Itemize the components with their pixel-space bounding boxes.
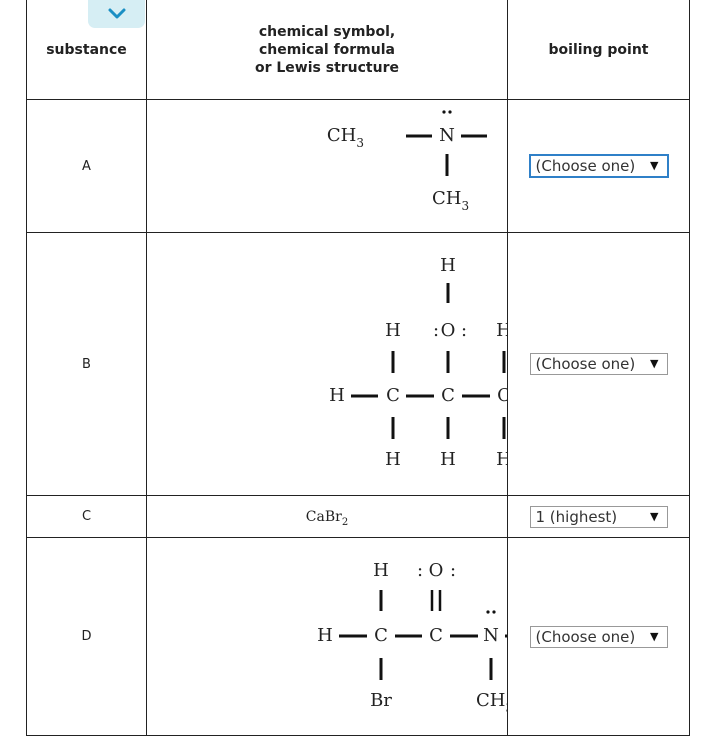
substance-label-c: C <box>27 496 147 538</box>
lone-pair-dot <box>492 610 495 613</box>
lone-pair-dot <box>486 610 489 613</box>
atom-ch3-bottom: CH <box>475 690 505 711</box>
atom-o: O <box>428 560 443 581</box>
boiling-point-cell-b <box>508 233 690 496</box>
atom-h: H <box>495 449 507 470</box>
select-value: 1 (highest) <box>535 507 618 526</box>
triangle-down-icon: ▼ <box>650 357 659 370</box>
lone-pair-dot <box>448 110 451 113</box>
atom-h: H <box>384 449 401 470</box>
lone-pair: : <box>449 560 456 581</box>
atom-h: H <box>384 320 401 341</box>
boiling-point-select-c[interactable] <box>530 506 668 528</box>
lewis-structure-a-svg <box>148 100 507 228</box>
lone-pair: : <box>416 560 423 581</box>
boiling-point-cell-c <box>508 496 690 538</box>
lewis-structure-a <box>147 100 508 233</box>
atom-h: H <box>316 625 333 646</box>
triangle-down-icon: ▼ <box>650 629 659 643</box>
atom-h: H <box>372 560 389 581</box>
table-row <box>27 100 690 233</box>
select-value: (Choose one) <box>535 157 636 175</box>
header-row <box>27 0 690 100</box>
atom-n: N <box>438 125 455 146</box>
boiling-point-select-b[interactable] <box>530 353 668 375</box>
table-row <box>27 233 690 496</box>
atom-br: Br <box>369 690 392 711</box>
table-row <box>27 538 690 736</box>
chemical-formula: CaBr$_2$ <box>305 508 349 528</box>
atom-h: H <box>328 385 345 406</box>
lewis-structure-b-svg <box>148 233 507 491</box>
substance-label-b: B <box>27 233 147 496</box>
atom-n: N <box>482 625 499 646</box>
boiling-point-select-d[interactable] <box>530 626 668 648</box>
atom-h: H <box>495 320 507 341</box>
lone-pair: : <box>460 320 467 341</box>
triangle-down-icon: ▼ <box>650 159 659 172</box>
header-formula <box>147 0 508 100</box>
boiling-point-cell-d <box>508 538 690 736</box>
header-substance: substance <box>27 0 147 100</box>
lone-pair: : <box>432 320 439 341</box>
header-formula-line1: chemical symbol, <box>258 23 396 40</box>
lewis-structure-b <box>147 233 508 496</box>
atom-h: H <box>439 255 456 276</box>
table-row <box>27 496 690 538</box>
boiling-point-cell-a <box>508 100 690 233</box>
atom-c: C <box>385 385 400 406</box>
lewis-structure-d <box>147 538 508 736</box>
substance-label-d: D <box>27 538 147 736</box>
atom-c: C <box>496 385 507 406</box>
atom-c: C <box>440 385 455 406</box>
lewis-structure-d-svg <box>148 538 507 731</box>
header-formula-line3: or Lewis structure <box>254 59 399 76</box>
boiling-point-table <box>26 0 690 736</box>
triangle-down-icon: ▼ <box>650 509 659 523</box>
formula-c <box>147 496 508 538</box>
select-value: (Choose one) <box>535 355 636 373</box>
header-boiling-point: boiling point <box>508 0 690 100</box>
atom-c: C <box>428 625 443 646</box>
atom-h: H <box>439 449 456 470</box>
atom-ch3-left: $CH_3$ <box>326 125 364 150</box>
boiling-point-select-a[interactable] <box>530 155 668 177</box>
atom-ch3-bottom: $CH_3$ <box>431 188 469 213</box>
substance-label-a: A <box>27 100 147 233</box>
atom-c: C <box>373 625 388 646</box>
select-value: (Choose one) <box>535 627 636 646</box>
atom-o: O <box>440 320 455 341</box>
header-formula-line2: chemical formula <box>259 41 395 58</box>
lone-pair-dot <box>442 110 445 113</box>
